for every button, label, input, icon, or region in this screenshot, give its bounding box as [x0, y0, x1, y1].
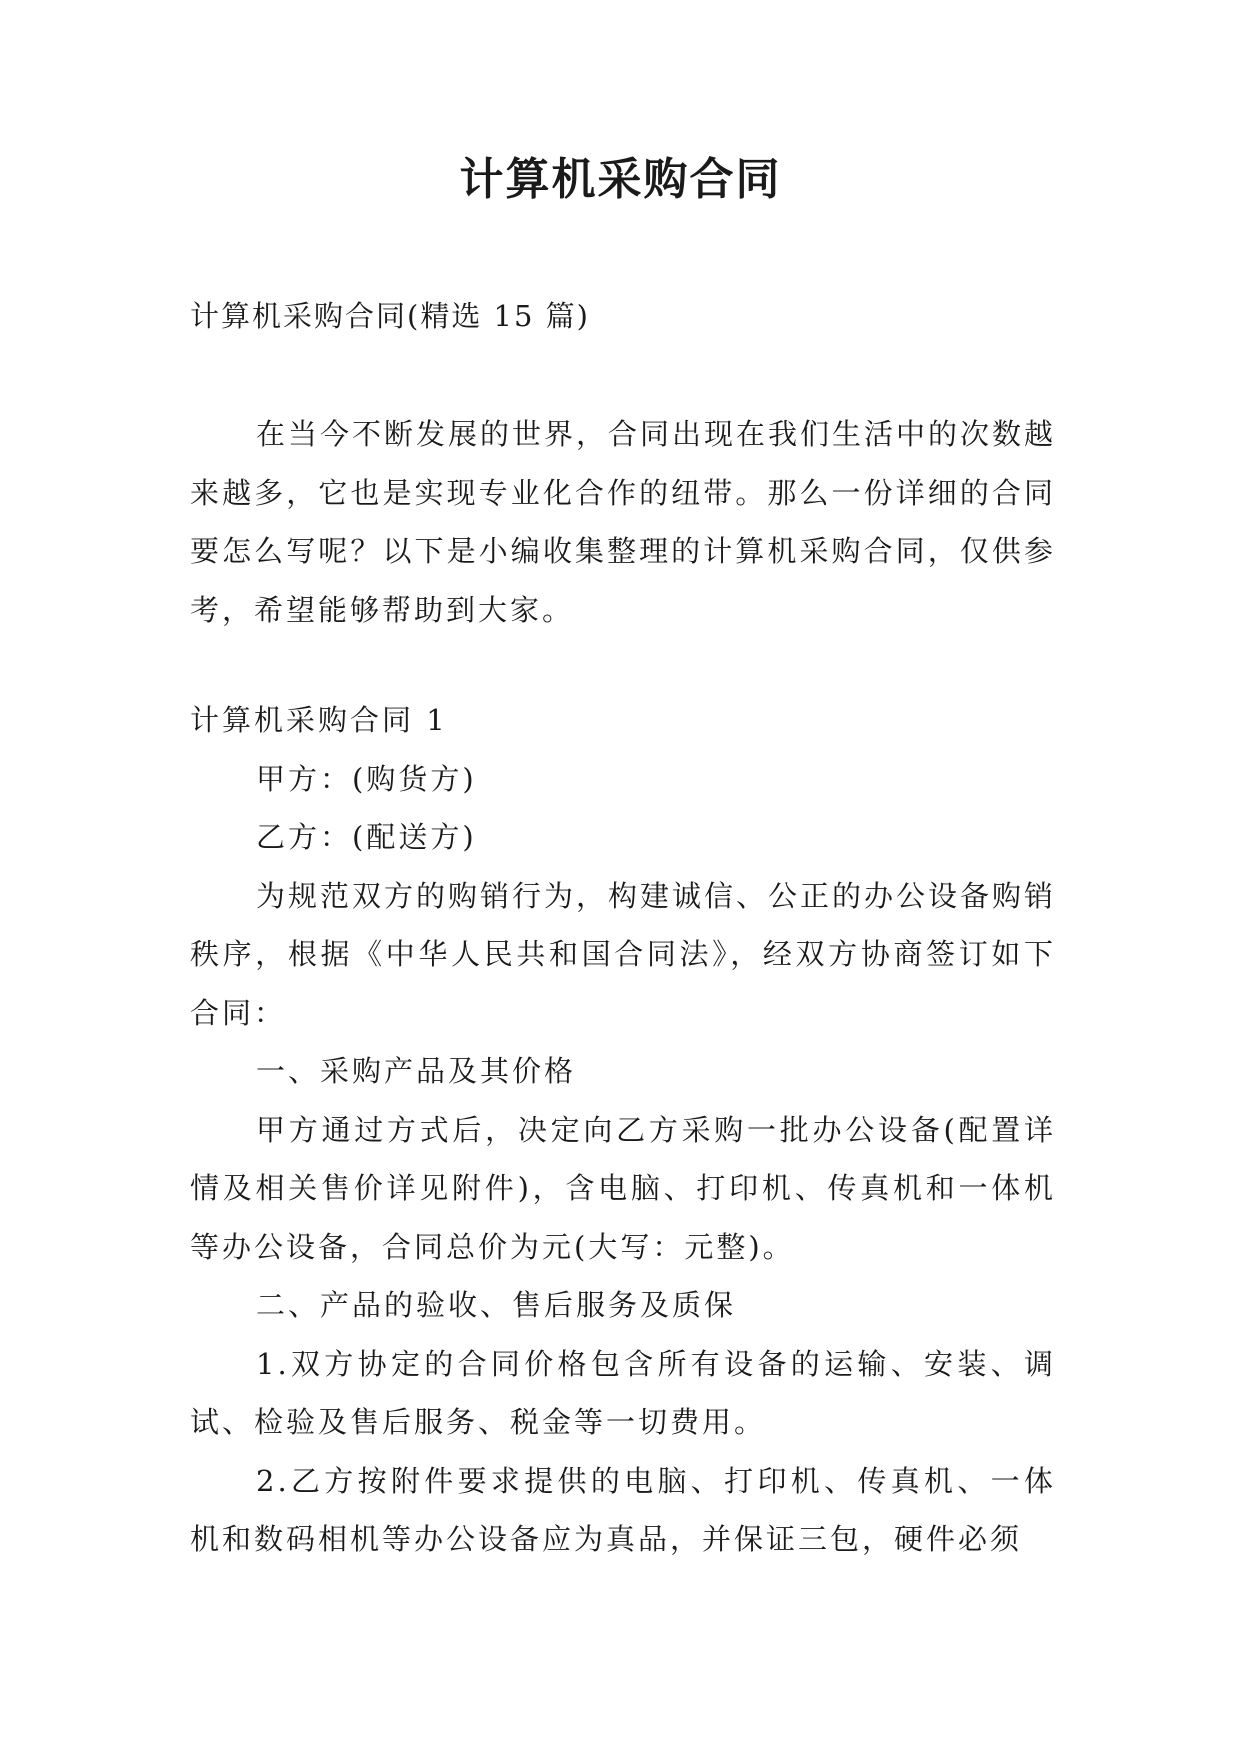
- document-title: 计算机采购合同: [459, 154, 782, 205]
- party-b-line: 乙方：(配送方): [256, 820, 477, 854]
- clause1-heading: 一、采购产品及其价格: [256, 1054, 577, 1088]
- preamble-paragraph: 为规范双方的购销行为，构建诚信、公正的办公设备购销秩序，根据《中华人民共和国合同法》，经双方协商签订如下合同：: [190, 878, 1057, 1030]
- clause2-item2: 2.乙方按附件要求提供的电脑、打印机、传真机、一体机和数码相机等办公设备应为真品，并保证三包，硬件必须: [190, 1463, 1056, 1556]
- intro-paragraph: 在当今不断发展的世界，合同出现在我们生活中的次数越来越多，它也是实现专业化合作的纽带。那么一份详细的合同要怎么写呢？以下是小编收集整理的计算机采购合同，仅供参考，希望能够帮助到大家。: [190, 417, 1057, 627]
- document-body: [190, 405, 1056, 1569]
- document-subtitle: 计算机采购合同(精选 15 篇): [190, 299, 590, 333]
- clause2-item1: 1.双方协定的合同价格包含所有设备的运输、安装、调试、检验及售后服务、税金等一切费用。: [190, 1346, 1056, 1439]
- clause2-heading: 二、产品的验收、售后服务及质保: [256, 1288, 737, 1322]
- party-a-line: 甲方：(购货方): [256, 761, 477, 796]
- section-heading: 计算机采购合同 1: [190, 703, 448, 737]
- clause1-paragraph: 甲方通过方式后，决定向乙方采购一批办公设备(配置详情及相关售价详见附件)，含电脑、打印机、传真机和一体机等办公设备，合同总价为元(大写：元整)。: [190, 1112, 1056, 1264]
